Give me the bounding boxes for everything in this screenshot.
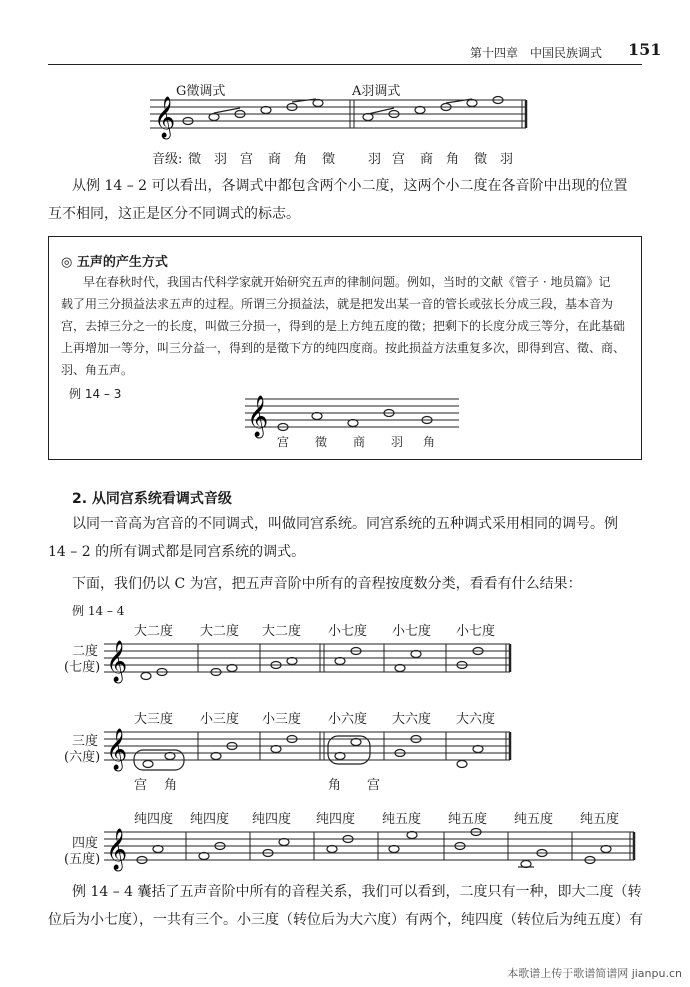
running-header: 第十四章 中国民族调式	[470, 46, 603, 60]
row-name: 三度	[72, 734, 99, 749]
circled-note-labels-1: 宫 角	[134, 778, 178, 793]
staff-example-14-2	[150, 96, 530, 146]
watermark-footer: 本歌谱上传于歌谱简谱网 jianpu.cn	[507, 967, 682, 980]
page-number: 151	[628, 40, 662, 59]
svg-text:𝄞: 𝄞	[247, 396, 269, 437]
paragraph-line: 从例 14 – 2 可以看出，各调式中都包含两个小二度，这两个小二度在各音阶中出现的位置	[72, 178, 628, 194]
staff-row3	[104, 828, 638, 872]
staff-row2	[104, 728, 514, 772]
staff-row1	[104, 640, 514, 680]
box-title: ◎ 五声的产生方式	[61, 255, 168, 270]
paragraph-line: 以同一音高为宫音的不同调式，叫做同宫系统。同宫系统的五种调式采用相同的调号。例	[72, 516, 618, 532]
row-name: 二度	[72, 644, 99, 659]
box-line: 载了用三分损益法求五声的过程。所谓三分损益法，就是把发出某一音的管长或弦长分成三段，基本音为	[61, 297, 614, 311]
paragraph-line: 下面，我们仍以 C 为宫，把五声音阶中所有的音程按度数分类，看看有什么结果：	[72, 576, 582, 592]
svg-text:𝄞: 𝄞	[154, 97, 176, 138]
scale-degree-label: 音级:	[152, 152, 183, 167]
row-name: 四度	[72, 836, 99, 851]
example-label: 例 14 – 4	[72, 604, 125, 618]
row-name-inversion: (五度)	[64, 852, 101, 867]
row-name-inversion: (六度)	[64, 750, 101, 765]
example-label: 例 14 – 3	[69, 387, 122, 401]
paragraph-line: 互不相同，这正是区分不同调式的标志。	[48, 206, 300, 222]
sidebar-box: ◎ 五声的产生方式 早在春秋时代，我国古代科学家就开始研究五声的律制问题。例如，当时的文献《管子 · 地员篇》记 载了用三分损益法求五声的过程。所谓三分损益法，就是把发出某一音的管长或弦长分成三段，基本音为 宫，去掉三分之一的长度，叫做三分损一，得到的是上方纯五度的徵；把剩下的长度分成三等分，在此基础 上再增加一等分，叫三分益一，得到的是徵下方的纯四度商。按此损益方法重复多次，即得到宫、徵、商、 羽、角五声。 例 14 – 3 𝄞 宫 徵 商 羽 角	[48, 236, 642, 460]
staff-example-14-3	[245, 395, 461, 435]
paragraph-line: 例 14 – 4 囊括了五声音阶中所有的音程关系，我们可以看到，二度只有一种，即大二度（转	[72, 884, 642, 900]
section-heading: 2. 从同宫系统看调式音级	[72, 491, 232, 507]
svg-text:𝄞: 𝄞	[106, 829, 128, 870]
svg-text:𝄞: 𝄞	[106, 641, 128, 682]
paragraph-line: 位后为小七度），一共有三个。小三度（转位后为大六度）有两个，纯四度（转位后为纯五度）有	[48, 912, 643, 928]
row-name-inversion: (七度)	[64, 660, 101, 675]
box-line: 早在春秋时代，我国古代科学家就开始研究五声的律制问题。例如，当时的文献《管子 · 地员篇》记	[83, 275, 611, 289]
header-rule	[48, 64, 642, 65]
box-line: 上再增加一等分，叫三分益一，得到的是徵下方的纯四度商。按此损益方法重复多次，即得到宫、徵、商、	[61, 341, 626, 355]
mode-title-g-zhi: G徵调式	[176, 84, 226, 99]
box-line: 羽、角五声。	[61, 363, 134, 377]
svg-text:𝄞: 𝄞	[106, 729, 128, 770]
circled-note-labels-2: 角 宫	[328, 778, 381, 793]
mode-title-a-yu: A羽调式	[352, 84, 401, 99]
box-line: 宫，去掉三分之一的长度，叫做三分损一，得到的是上方纯五度的徵；把剩下的长度分成三等分，在此基础	[61, 319, 626, 333]
paragraph-line: 14 – 2 的所有调式都是同宫系统的调式。	[48, 544, 306, 560]
